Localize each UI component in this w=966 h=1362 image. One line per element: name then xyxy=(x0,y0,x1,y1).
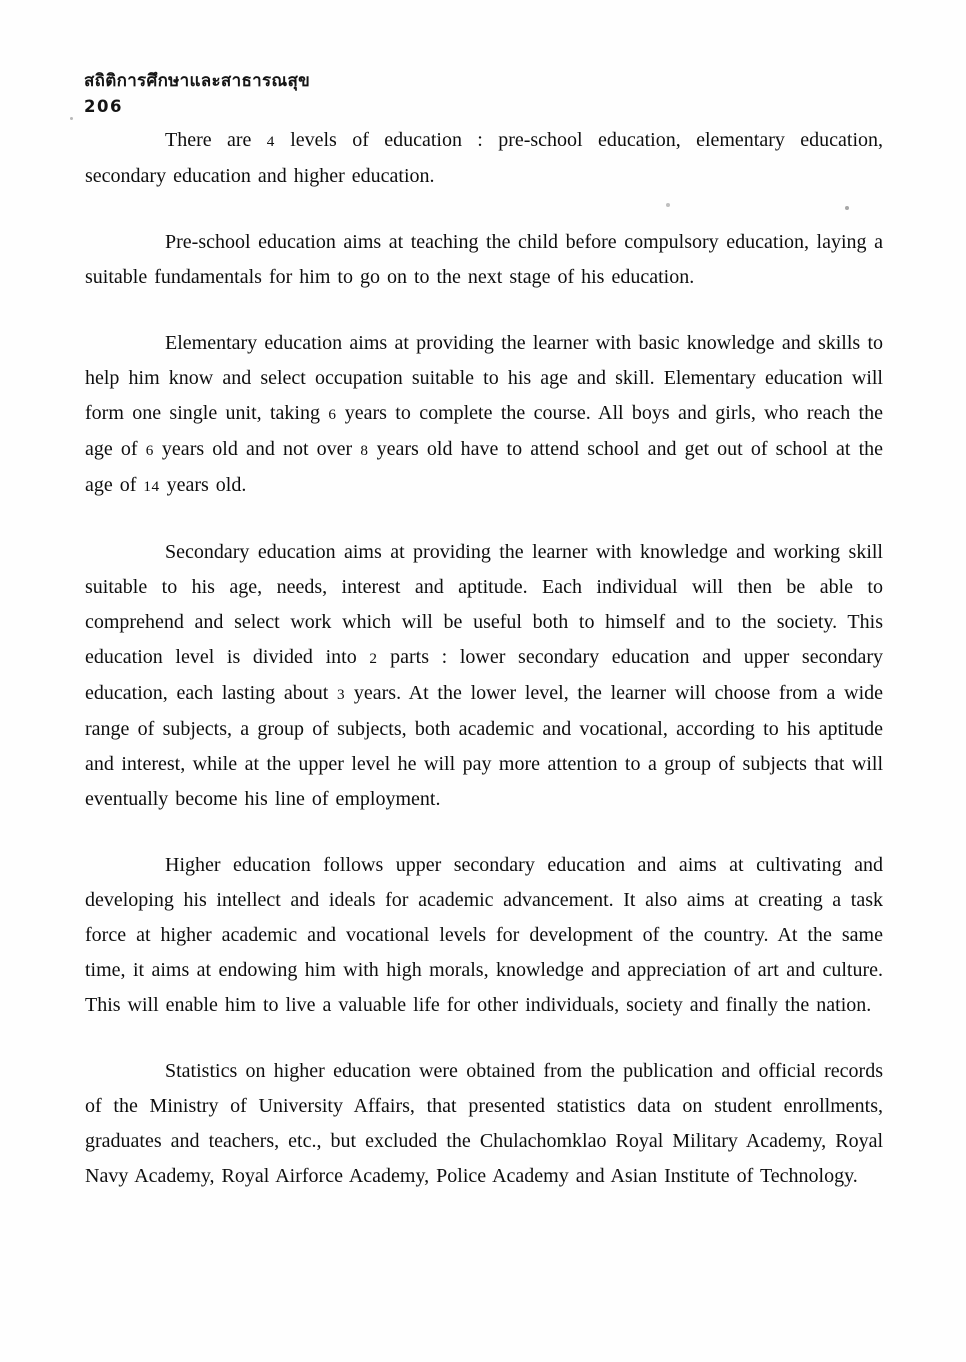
paragraph-higher-education: Higher education follows upper secondary education and aims at cultivating and developing his intellect and ideals for academic advancement. It also aims at creating a task force at higher academic and vocational levels for development of the country. At the same time, it aims at endowing him with high morals, knowledge and appreciation of art and culture. This will enable him to live a valuable life for other individuals, society and finally the nation. xyxy=(85,854,883,1016)
paragraph-secondary-education: Secondary education aims at providing the learner with knowledge and working skill suitable to his age, needs, interest and aptitude. Each individual will then be able to comprehend and select work which will be useful both to himself and to the society. This education level is divided into 2 parts : lower secondary education and upper secondary education, each lasting about 3 years. At the lower level, the learner will choose from a wide range of subjects, a group of subjects, both academic and vocational, according to his aptitude and interest, while at the upper level he will pay more attention to a group of subjects that will eventually become his line of employment. xyxy=(85,541,884,810)
paragraph-elementary-education: Elementary education aims at providing the learner with basic knowledge and skills to help him know and select occupation suitable to his age and skill. Elementary education will form one single unit, taking 6 years to complete the course. All boys and girls, who reach the age of 6 years old and not over 8 years old have to attend school and get out of school at the age of 14 years old. xyxy=(85,332,884,496)
page-header xyxy=(84,70,310,117)
scan-artifact-dot xyxy=(70,117,73,120)
scan-artifact-dot xyxy=(666,203,670,207)
paragraph-statistics-sources: Statistics on higher education were obtained from the publication and official records of the Ministry of University Affairs, that presented statistics data on student enrollments, graduates and teachers, etc., but excluded the Chulachomklao Royal Military Academy, Royal Navy Academy, Royal Airforce Academy, Police Academy and Asian Institute of Technology. xyxy=(85,1060,883,1187)
document-body xyxy=(85,123,883,1225)
running-head-thai-title: สถิติการศึกษาและสาธารณสุข xyxy=(84,71,311,91)
paragraph-preschool-education: Pre-school education aims at teaching the child before compulsory education, laying a suitable fundamentals for him to go on to the next stage of his education. xyxy=(85,231,883,288)
scan-artifact-dot xyxy=(845,206,849,210)
paragraph-education-levels: There are 4 levels of education : pre-school education, elementary education, secondary education and higher education. xyxy=(85,129,883,187)
page-number: 206 xyxy=(84,97,123,116)
